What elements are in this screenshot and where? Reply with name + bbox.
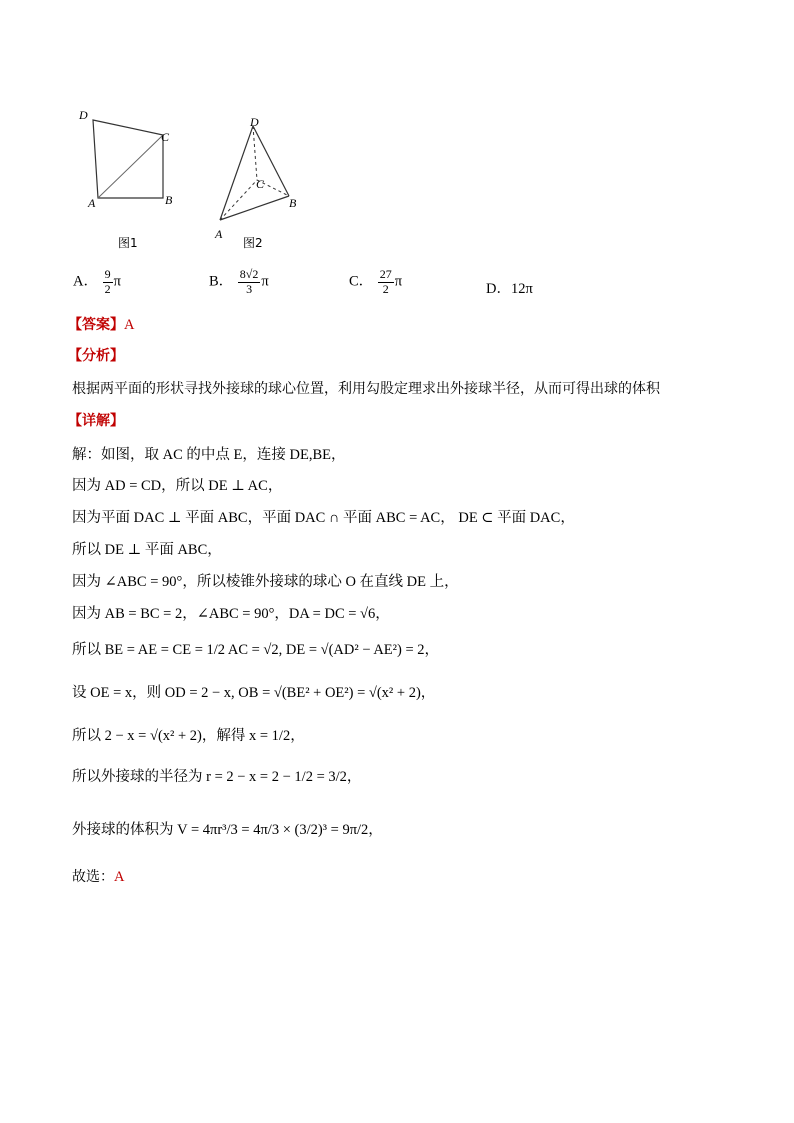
detail-line-9: 所以 2 − x = √(x² + 2)，解得 x = 1/2，	[72, 728, 305, 744]
detail-line-5: 因为 ∠ABC = 90°，所以棱锥外接球的球心 O 在直线 DE 上，	[72, 574, 459, 590]
figure-1	[70, 100, 190, 250]
fig1-label-c: C	[161, 130, 170, 144]
fig2-label-a: A	[215, 227, 223, 241]
conclusion-line	[72, 866, 124, 886]
analysis-text: 根据两平面的形状寻找外接球的球心位置，利用勾股定理求出外接球半径，从而可得出球的体积	[72, 381, 660, 397]
conclusion-value: A	[114, 869, 125, 885]
fig1-label-a: A	[88, 196, 96, 210]
option-b: B． $\frac{8√2}{3}$ π	[209, 267, 269, 296]
analysis-tag: 【分析】	[68, 348, 124, 364]
option-c: C． $\frac{27}{2}$ π	[349, 267, 403, 296]
detail-line-4: 所以 DE ⊥ 平面 ABC，	[72, 542, 222, 558]
fig2-label-d: D	[250, 115, 259, 129]
figure-1-caption: 图1	[118, 236, 138, 250]
fig2-label-b: B	[289, 196, 297, 210]
figure-2-caption: 图2	[243, 236, 263, 250]
detail-line-11: 外接球的体积为 V = 4πr³/3 = 4π/3 × (3/2)³ = 9π/2，	[72, 822, 383, 838]
detail-line-8: 设 OE = x，则 OD = 2 − x, OB = √(BE² + OE²) = √(x² + 2)，	[72, 685, 436, 701]
detail-tag: 【详解】	[68, 413, 124, 429]
fig1-label-b: B	[165, 193, 173, 207]
detail-line-7: 所以 BE = AE = CE = 1/2 AC = √2, DE = √(AD² − AE²) = 2，	[72, 642, 440, 658]
fig2-label-c: C	[256, 177, 265, 191]
answer-tag: 【答案】	[68, 317, 124, 333]
answer-line	[68, 314, 134, 334]
conclusion-label: 故选：	[72, 869, 114, 885]
fig1-label-d: D	[79, 108, 88, 122]
option-a: A． $\frac{9}{2}$ π	[73, 267, 121, 296]
detail-line-1: 解：如图，取 AC 的中点 E，连接 DE,BE，	[72, 447, 346, 463]
detail-line-2: 因为 AD = CD，所以 DE ⊥ AC，	[72, 478, 283, 494]
option-d: D．12π	[486, 281, 533, 297]
detail-line-10: 所以外接球的半径为 r = 2 − x = 2 − 1/2 = 3/2，	[72, 769, 362, 785]
answer-value: A	[124, 317, 135, 333]
figure-2	[205, 110, 315, 250]
detail-line-6: 因为 AB = BC = 2，∠ABC = 90°，DA = DC = √6，	[72, 606, 390, 622]
detail-line-3: 因为平面 DAC ⊥ 平面 ABC，平面 DAC ∩ 平面 ABC = AC， DE ⊂ 平面 DAC，	[72, 510, 575, 526]
